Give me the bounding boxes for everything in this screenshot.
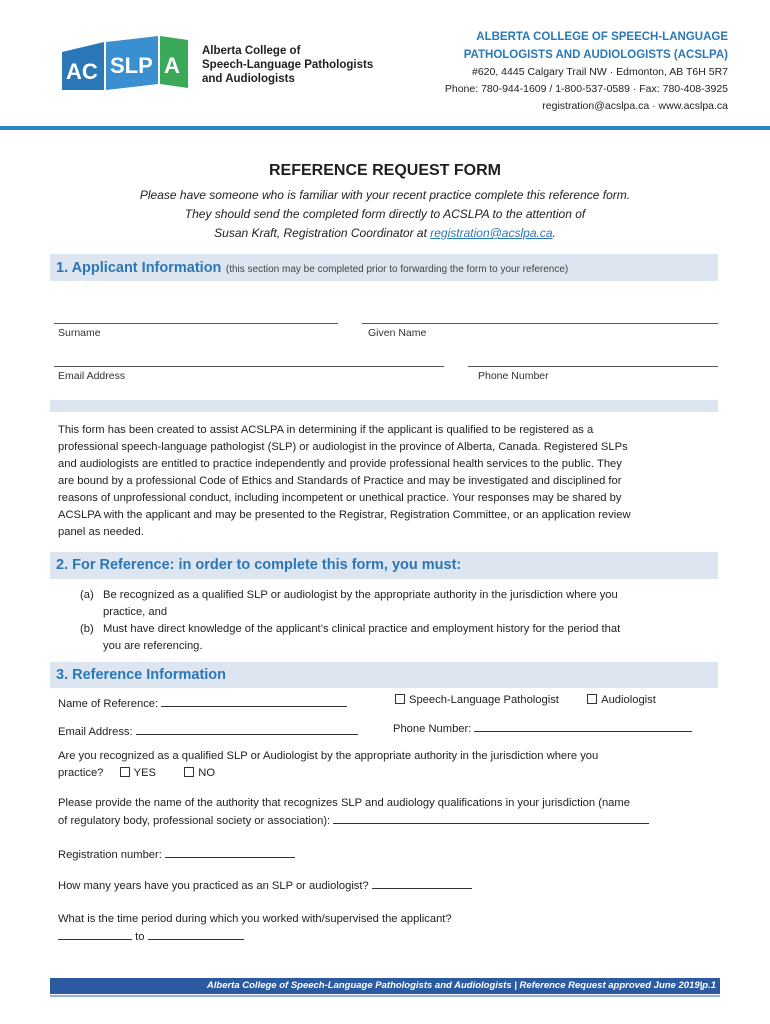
section2-header bbox=[50, 552, 718, 579]
org-name-line1: ALBERTA COLLEGE OF SPEECH-LANGUAGE bbox=[476, 31, 728, 43]
requirements-list bbox=[80, 587, 720, 655]
paragraph-line: reasons of unprofessional conduct, including incompetent or unethical practice. Your responses may be shared by bbox=[58, 492, 622, 504]
recognized-question bbox=[58, 748, 738, 782]
surname-label: Surname bbox=[58, 327, 101, 339]
reference-phone-field[interactable] bbox=[474, 720, 692, 732]
logo-a-text: A bbox=[164, 53, 180, 78]
period-to-label: to bbox=[135, 931, 145, 943]
org-phone-fax: Phone: 780-944-1609 / 1-800-537-0589 · Fax: 780-408-3925 bbox=[444, 83, 728, 95]
logo-line: Alberta College of bbox=[202, 45, 301, 57]
yes-label: YES bbox=[133, 767, 157, 779]
paragraph-line: are bound by a professional Code of Ethics and Standards of Practice and may be investigated and disciplined for bbox=[58, 475, 622, 487]
paragraph-line: ACSLPA with the applicant and may be presented to the Registrar, Registration Committee, or an application review bbox=[58, 509, 631, 521]
purpose-paragraph bbox=[58, 422, 738, 541]
requirement-text: Be recognized as a qualified SLP or audiologist by the appropriate authority in the jurisdiction where you bbox=[103, 589, 618, 601]
requirement-marker: (b) bbox=[80, 623, 94, 635]
period-label: What is the time period during which you worked with/supervised the applicant? bbox=[58, 913, 452, 925]
given-name-label: Given Name bbox=[368, 327, 427, 339]
form-intro bbox=[0, 186, 770, 243]
no-label: NO bbox=[198, 767, 216, 779]
slp-checkbox[interactable] bbox=[395, 694, 405, 704]
reference-name-field[interactable] bbox=[161, 695, 347, 707]
profession-options bbox=[395, 692, 656, 709]
question-line: Please provide the name of the authority that recognizes SLP and audiology qualifications in your jurisdiction (name bbox=[58, 797, 630, 809]
section1-title: 1. Applicant Information bbox=[56, 260, 222, 276]
paragraph-line: and audiologists are entitled to practice independently and provide professional health services to the public. They bbox=[58, 458, 622, 470]
applicant-email-field[interactable] bbox=[54, 366, 444, 367]
intro-line: They should send the completed form directly to ACSLPA to the attention of bbox=[184, 207, 586, 221]
period-question bbox=[58, 911, 452, 946]
surname-field[interactable] bbox=[54, 323, 338, 324]
authority-name-field[interactable] bbox=[333, 812, 649, 824]
question-line bbox=[58, 812, 748, 830]
years-row bbox=[58, 877, 472, 895]
reference-name-label: Name of Reference: bbox=[58, 698, 159, 710]
registration-number-field[interactable] bbox=[165, 846, 295, 858]
reference-email-field[interactable] bbox=[136, 723, 358, 735]
yes-checkbox[interactable] bbox=[120, 767, 130, 777]
period-row bbox=[58, 928, 452, 946]
intro-line: Please have someone who is familiar with your recent practice complete this reference form. bbox=[139, 188, 631, 202]
years-label: How many years have you practiced as an SLP or audiologist? bbox=[58, 880, 369, 892]
paragraph-line: This form has been created to assist ACSLPA in determining if the applicant is qualified to be registered as a bbox=[58, 424, 594, 436]
authority-question bbox=[58, 795, 748, 830]
logo-slp-text: SLP bbox=[110, 53, 153, 78]
requirement-text: you are referencing. bbox=[103, 640, 203, 652]
section1-note: (this section may be completed prior to forwarding the form to your reference) bbox=[225, 264, 569, 275]
years-field[interactable] bbox=[372, 877, 472, 889]
logo-line: and Audiologists bbox=[202, 73, 295, 85]
registration-email-link[interactable]: registration@acslpa.ca bbox=[430, 226, 553, 240]
question-text: of regulatory body, professional society or association): bbox=[58, 815, 331, 827]
period-end-field[interactable] bbox=[148, 928, 244, 940]
section3-title: 3. Reference Information bbox=[56, 667, 227, 683]
header-divider bbox=[0, 126, 770, 130]
question-line bbox=[58, 765, 738, 782]
intro-text: . bbox=[552, 226, 556, 240]
section3-header bbox=[50, 662, 718, 688]
paragraph-line: panel as needed. bbox=[58, 526, 144, 538]
applicant-email-label: Email Address bbox=[58, 370, 126, 382]
form-title: REFERENCE REQUEST FORM bbox=[268, 162, 501, 179]
given-name-field[interactable] bbox=[362, 323, 718, 324]
footer-divider bbox=[50, 995, 720, 997]
registration-row bbox=[58, 846, 295, 864]
applicant-phone-field[interactable] bbox=[468, 366, 718, 367]
reference-email-row bbox=[58, 723, 358, 741]
intro-text: Susan Kraft, Registration Coordinator at bbox=[214, 226, 431, 240]
reference-email-label: Email Address: bbox=[58, 726, 133, 738]
requirement-marker: (a) bbox=[80, 589, 94, 601]
registration-label: Registration number: bbox=[58, 849, 162, 861]
question-line: Are you recognized as a qualified SLP or Audiologist by the appropriate authority in the jurisdiction where you bbox=[58, 750, 599, 762]
audiologist-checkbox[interactable] bbox=[587, 694, 597, 704]
requirement-text: practice, and bbox=[103, 606, 168, 618]
applicant-phone-label: Phone Number bbox=[478, 370, 549, 382]
audiologist-option-label: Audiologist bbox=[601, 694, 656, 706]
requirement-text: Must have direct knowledge of the applicant’s clinical practice and employment history for the period that bbox=[103, 623, 621, 635]
section-divider-bar bbox=[50, 400, 718, 412]
org-name-line2: PATHOLOGISTS AND AUDIOLOGISTS (ACSLPA) bbox=[463, 49, 728, 61]
logo-line: Speech-Language Pathologists bbox=[202, 59, 374, 71]
footer-text: Alberta College of Speech-Language Pathologists and Audiologists | Reference Request approved June 2019|p.1 bbox=[206, 980, 716, 991]
section2-title: 2. For Reference: in order to complete this form, you must: bbox=[56, 557, 462, 573]
org-contact-block bbox=[445, 28, 728, 115]
requirement-item bbox=[80, 621, 720, 655]
logo-wordmark bbox=[202, 44, 373, 86]
section1-header bbox=[50, 254, 718, 281]
no-checkbox[interactable] bbox=[184, 767, 194, 777]
reference-phone-label: Phone Number: bbox=[393, 723, 472, 735]
question-text: practice? bbox=[58, 767, 104, 779]
paragraph-line: professional speech-language pathologist (SLP) or audiologist in the province of Alberta, Canada. Registered SLPs bbox=[58, 441, 628, 453]
slp-option-label: Speech-Language Pathologist bbox=[409, 694, 559, 706]
reference-phone-row bbox=[393, 720, 692, 738]
org-address: #620, 4445 Calgary Trail NW · Edmonton, AB T6H 5R7 bbox=[471, 66, 728, 78]
period-start-field[interactable] bbox=[58, 928, 132, 940]
page-footer bbox=[50, 978, 720, 994]
org-email-web: registration@acslpa.ca · www.acslpa.ca bbox=[542, 100, 728, 112]
logo-ac-text: AC bbox=[66, 59, 98, 84]
requirement-item bbox=[80, 587, 720, 621]
intro-line bbox=[0, 224, 770, 243]
acslpa-logo bbox=[60, 32, 190, 94]
reference-name-row bbox=[58, 695, 347, 713]
